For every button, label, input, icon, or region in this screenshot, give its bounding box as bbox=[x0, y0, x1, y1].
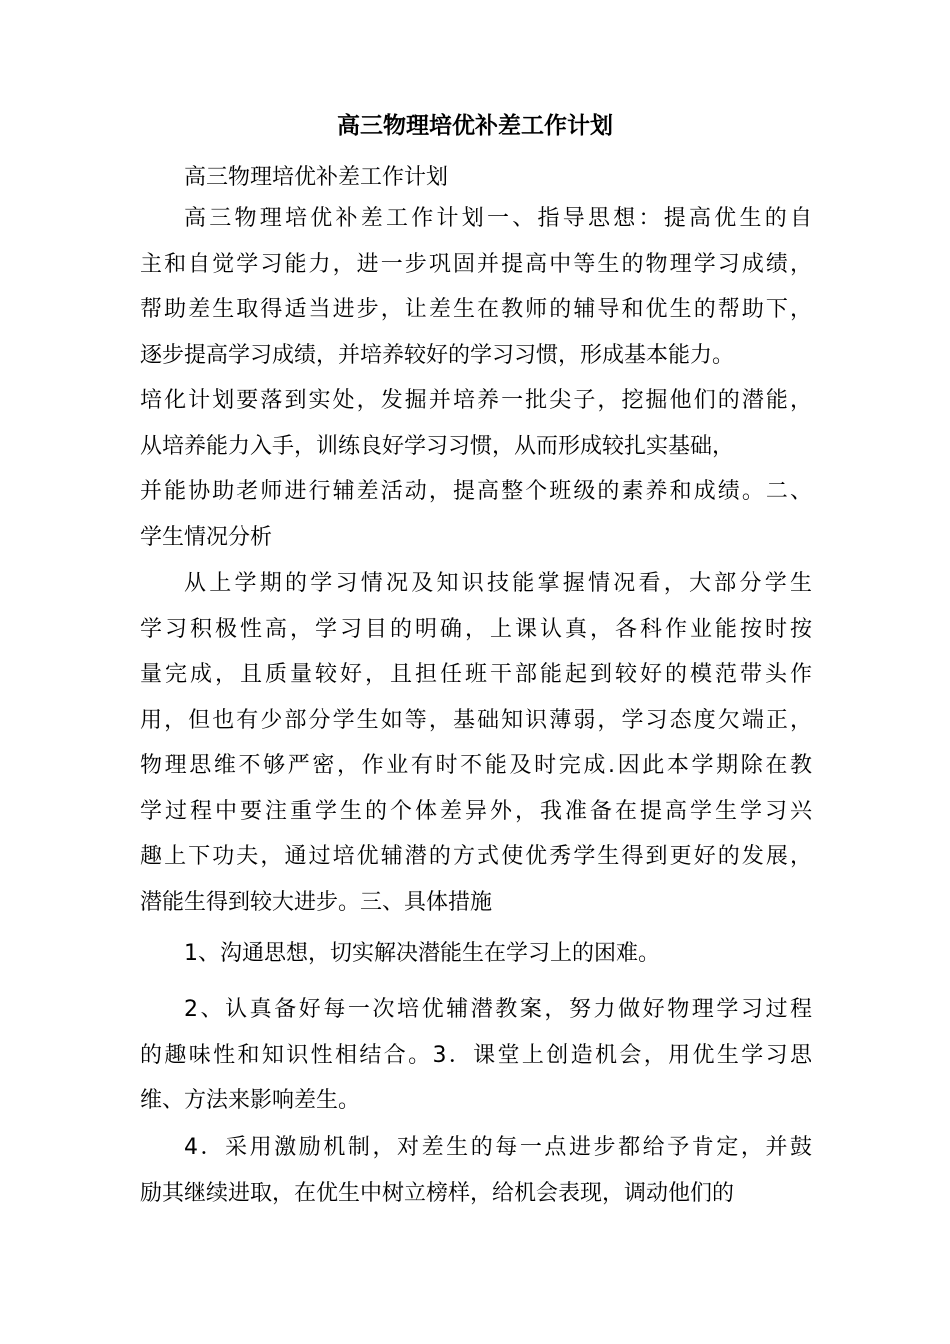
text-line: 潜能生得到较大进步。三、具体措施 bbox=[140, 889, 493, 915]
text-line: 2、认真备好每一次培优辅潜教案，努力做好物理学习过程 bbox=[184, 997, 812, 1022]
text-line: 4．采用激励机制，对差生的每一点进步都给予肯定，并鼓 bbox=[184, 1135, 812, 1160]
paragraph-guiding-ideas bbox=[140, 196, 812, 560]
text-line: 逐步提高学习成绩，并培养较好的学习习惯，形成基本能力。 bbox=[140, 342, 735, 368]
text-line: 学过程中要注重学生的个体差异外，我准备在提高学生学习兴 bbox=[140, 798, 812, 824]
text-line: 并能协助老师进行辅差活动，提高整个班级的素养和成绩。二、 bbox=[140, 479, 812, 504]
document-title: 高三物理培优补差工作计划 bbox=[337, 113, 613, 139]
text-line: 学生情况分析 bbox=[140, 524, 273, 550]
measure-item-2-3 bbox=[140, 987, 812, 1124]
text-line: 物理思维不够严密，作业有时不能及时完成.因此本学期除在教 bbox=[140, 753, 812, 778]
text-line: 趣上下功夫，通过培优辅潜的方式使优秀学生得到更好的发展， bbox=[140, 844, 812, 869]
text-line: 帮助差生取得适当进步，让差生在教师的辅导和优生的帮助下， bbox=[140, 297, 812, 322]
subtitle-line: 高三物理培优补差工作计划 bbox=[184, 165, 449, 190]
text-line: 1、沟通思想，切实解决潜能生在学习上的困难。 bbox=[184, 941, 660, 966]
text-line: 从上学期的学习情况及知识技能掌握情况看，大部分学生 bbox=[184, 571, 812, 596]
measure-item-4 bbox=[140, 1125, 812, 1216]
text-line: 维、方法来影响差生。 bbox=[140, 1088, 361, 1113]
document-subtitle bbox=[140, 155, 812, 201]
text-line: 主和自觉学习能力，进一步巩固并提高中等生的物理学习成绩， bbox=[140, 251, 812, 277]
text-line: 的趣味性和知识性相结合。3．课堂上创造机会，用优生学习思 bbox=[140, 1042, 812, 1068]
text-line: 量完成，且质量较好，且担任班干部能起到较好的模范带头作 bbox=[140, 662, 812, 687]
text-line: 用，但也有少部分学生如等，基础知识薄弱，学习态度欠端正， bbox=[140, 707, 812, 733]
text-line: 学习积极性高，学习目的明确，上课认真，各科作业能按时按 bbox=[140, 616, 812, 642]
text-line: 培化计划要落到实处，发掘并培养一批尖子，挖掘他们的潜能， bbox=[140, 388, 812, 413]
text-line: 励其继续进取，在优生中树立榜样，给机会表现，调动他们的 bbox=[140, 1180, 735, 1206]
measure-item-1 bbox=[140, 931, 812, 977]
text-line: 高三物理培优补差工作计划一、指导思想：提高优生的自 bbox=[184, 206, 812, 231]
text-line: 从培养能力入手，训练良好学习习惯，从而形成较扎实基础， bbox=[140, 433, 735, 459]
paragraph-student-analysis bbox=[140, 561, 812, 925]
